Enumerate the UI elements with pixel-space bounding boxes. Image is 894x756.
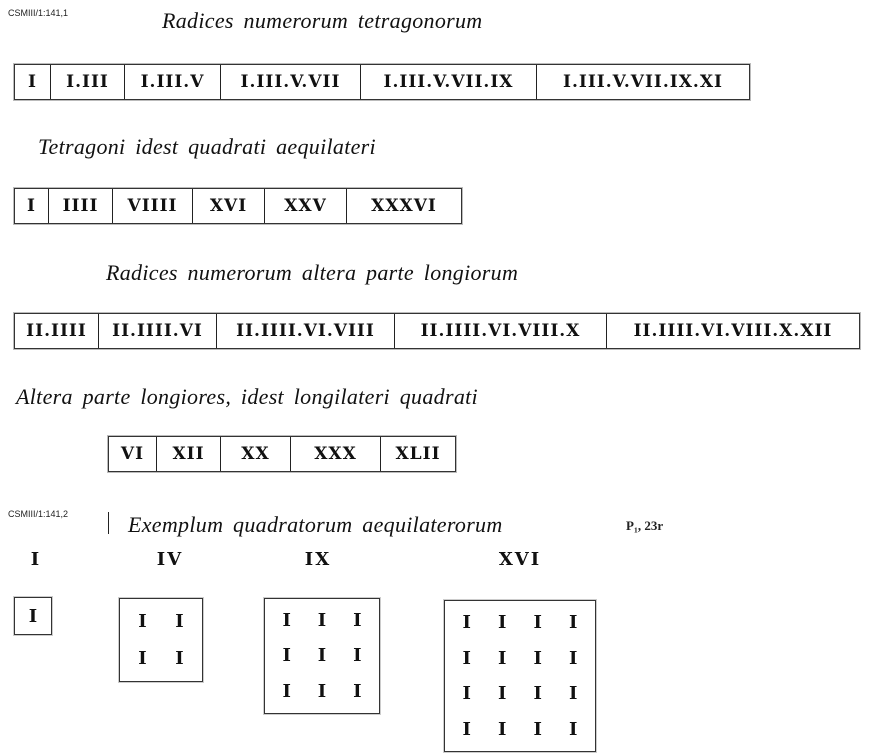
square-unit: I xyxy=(569,683,578,705)
row4-cell: XLII xyxy=(395,444,441,464)
row2-cell: IIII xyxy=(49,189,113,223)
square-unit: I xyxy=(353,645,362,667)
square-unit: I xyxy=(533,718,542,740)
square-unit: I xyxy=(353,680,362,702)
square-label: I xyxy=(30,549,42,570)
square-unit: I xyxy=(138,648,147,669)
row2-cell: I xyxy=(15,189,49,223)
row-longilateri xyxy=(108,436,456,472)
square-unit: I xyxy=(533,647,542,669)
row2-cell: VIIII xyxy=(113,189,193,223)
square-unit: I xyxy=(533,683,542,705)
square-unit: I xyxy=(317,610,327,632)
row1-cell: I.III.V xyxy=(125,65,221,99)
square-unit: I xyxy=(353,610,362,632)
row3-cell: II.IIII.VI.VIII.X.XII xyxy=(633,321,833,341)
square-unit: I xyxy=(28,605,38,627)
square-grid xyxy=(264,598,380,714)
row4-cell: XX xyxy=(221,437,291,471)
row1-cell: I.III.V.VII.IX.XI xyxy=(563,72,723,92)
square-unit: I xyxy=(569,718,578,740)
square-unit: I xyxy=(138,611,147,632)
square-unit: I xyxy=(462,718,471,740)
square-unit: I xyxy=(498,683,507,705)
square-unit: I xyxy=(569,647,578,669)
ref-141-2: CSMIII/1:141,2 xyxy=(8,509,69,519)
square-unit: I xyxy=(569,612,578,634)
square-unit: I xyxy=(498,647,507,669)
square-unit: I xyxy=(175,648,184,669)
ref-141-1: CSMIII/1:141,1 xyxy=(8,8,69,18)
row3-cell: II.IIII.VI.VIII.X xyxy=(395,314,607,348)
row4-cell: VI xyxy=(109,437,157,471)
square-label: IV xyxy=(156,549,184,570)
page-reference: P₁, 23r xyxy=(626,518,664,533)
row3-cell: II.IIII.VI xyxy=(99,314,217,348)
section-marker xyxy=(108,512,109,534)
row2-cell: XXV xyxy=(265,189,347,223)
heading-radices-altera-parte: Radices numerorum altera parte longiorum xyxy=(106,260,519,285)
square-label: XVI xyxy=(498,549,542,570)
row3-cell: II.IIII xyxy=(15,314,99,348)
heading-radices-tetragonorum: Radices numerorum tetragonorum xyxy=(162,8,483,33)
square-unit: I xyxy=(317,645,327,667)
row-radices-altera-parte xyxy=(14,313,860,349)
row-radices-tetragonorum xyxy=(14,64,750,100)
square-unit: I xyxy=(462,683,471,705)
row-tetragoni xyxy=(14,188,462,224)
row1-cell: I.III xyxy=(51,65,125,99)
row1-cell: I.III.V.VII xyxy=(221,65,361,99)
square-label: IX xyxy=(304,549,332,570)
heading-altera-parte-longiores: Altera parte longiores, idest longilateri quadrati xyxy=(16,384,478,409)
row4-cell: XXX xyxy=(291,437,381,471)
square-unit: I xyxy=(282,680,291,702)
square-unit: I xyxy=(282,610,291,632)
square-grid xyxy=(444,600,596,752)
row2-cell: XXXVI xyxy=(371,196,437,216)
square-grid xyxy=(14,597,52,635)
row4-cell: XII xyxy=(157,437,221,471)
row1-cell: I xyxy=(15,65,51,99)
square-unit: I xyxy=(498,612,507,634)
row3-cell: II.IIII.VI.VIII xyxy=(217,314,395,348)
square-unit: I xyxy=(282,645,291,667)
square-unit: I xyxy=(498,718,507,740)
square-unit: I xyxy=(462,647,471,669)
heading-exemplum: Exemplum quadratorum aequilaterorum xyxy=(128,512,503,537)
square-unit: I xyxy=(175,611,184,632)
heading-tetragoni-quadrati: Tetragoni idest quadrati aequilateri xyxy=(38,134,376,159)
row1-cell: I.III.V.VII.IX xyxy=(361,65,537,99)
square-unit: I xyxy=(462,612,471,634)
row2-cell: XVI xyxy=(193,189,265,223)
square-unit: I xyxy=(533,612,542,634)
square-unit: I xyxy=(317,680,327,702)
square-grid xyxy=(119,598,203,682)
